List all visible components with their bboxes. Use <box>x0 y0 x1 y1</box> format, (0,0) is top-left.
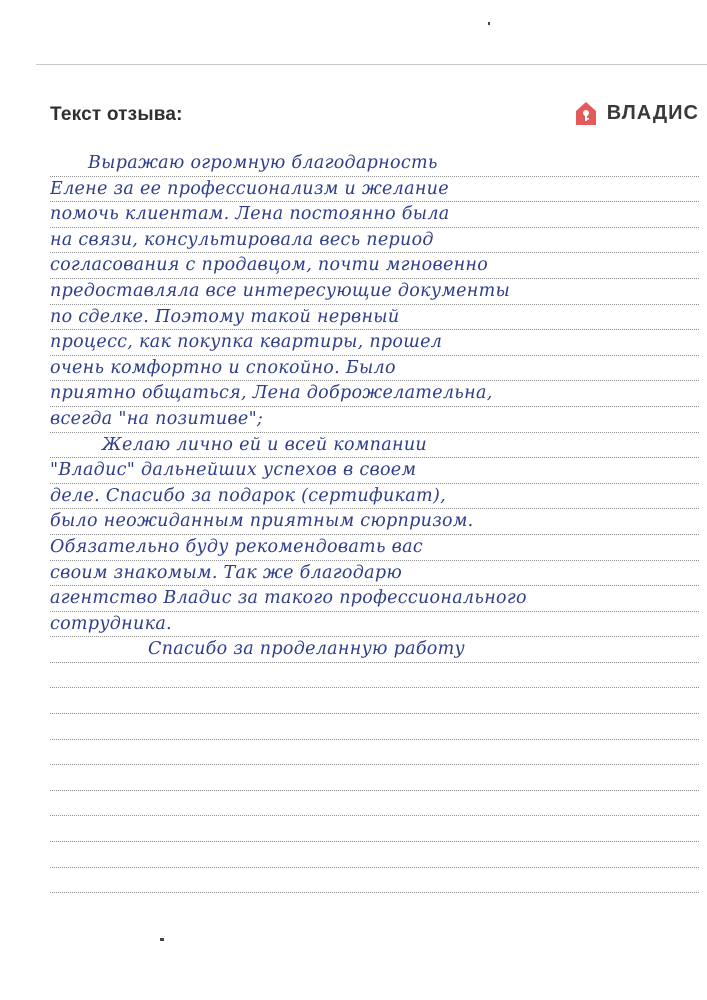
review-line: агентство Владис за такого профессионального <box>50 586 699 612</box>
empty-ruled-line <box>50 688 699 714</box>
review-body <box>50 151 699 893</box>
empty-ruled-line <box>50 868 699 894</box>
review-line: предоставляла все интересующие документы <box>50 279 699 305</box>
review-line: "Владис" дальнейших успехов в своем <box>50 458 699 484</box>
review-line: приятно общаться, Лена доброжелательна, <box>50 381 699 407</box>
review-line: Обязательно буду рекомендовать вас <box>50 535 699 561</box>
review-line: всегда "на позитиве"; <box>50 407 699 433</box>
empty-ruled-line <box>50 663 699 689</box>
review-line: деле. Спасибо за подарок (сертификат), <box>50 484 699 510</box>
scan-speck <box>160 938 164 941</box>
review-line: Желаю лично ей и всей компании <box>50 433 699 459</box>
empty-ruled-line <box>50 816 699 842</box>
review-line: Елене за ее профессионализм и желание <box>50 177 699 203</box>
brand-logo <box>574 100 699 126</box>
review-line: своим знакомым. Так же благодарю <box>50 561 699 587</box>
review-text-label: Текст отзыва: <box>50 104 183 125</box>
scan-speck <box>488 22 490 25</box>
review-line: сотрудника. <box>50 612 699 638</box>
empty-ruled-line <box>50 791 699 817</box>
empty-ruled-line <box>50 714 699 740</box>
review-line: Выражаю огромную благодарность <box>50 151 699 177</box>
house-key-icon <box>574 100 598 126</box>
page-top-rule <box>36 64 707 65</box>
brand-name: ВЛАДИС <box>606 101 699 124</box>
review-line: очень комфортно и спокойно. Было <box>50 356 699 382</box>
review-line: на связи, консультировала весь период <box>50 228 699 254</box>
review-line: Спасибо за проделанную работу <box>50 637 699 663</box>
review-line: процесс, как покупка квартиры, прошел <box>50 330 699 356</box>
empty-ruled-line <box>50 842 699 868</box>
review-line: было неожиданным приятным сюрпризом. <box>50 509 699 535</box>
review-line: согласования с продавцом, почти мгновенно <box>50 253 699 279</box>
review-line: по сделке. Поэтому такой нервный <box>50 305 699 331</box>
empty-ruled-line <box>50 765 699 791</box>
review-line: помочь клиентам. Лена постоянно была <box>50 202 699 228</box>
empty-ruled-line <box>50 740 699 766</box>
